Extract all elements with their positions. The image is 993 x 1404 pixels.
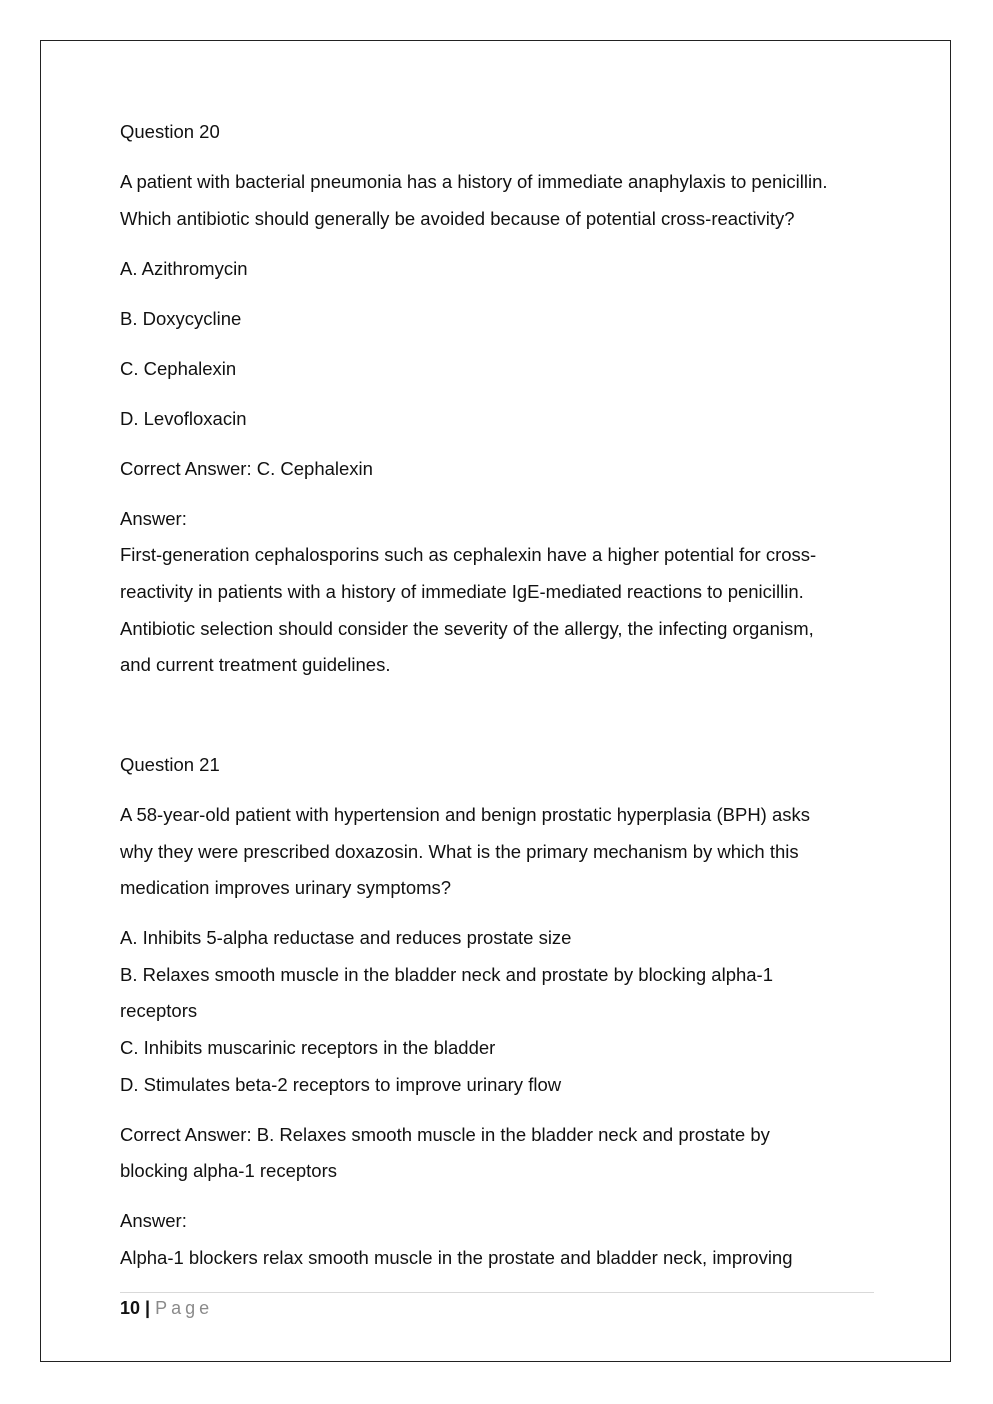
footer-separator: | — [145, 1298, 151, 1318]
question-20-option-a: A. Azithromycin — [120, 258, 248, 279]
question-20-stem-line: Which antibiotic should generally be avoided because of potential cross-reactivity? — [120, 208, 795, 229]
question-21-option-c: C. Inhibits muscarinic receptors in the bladder — [120, 1037, 496, 1058]
question-21-stem-line: A 58-year-old patient with hypertension and benign prostatic hyperplasia (BPH) asks — [120, 804, 811, 825]
question-20-stem-line: A patient with bacterial pneumonia has a history of immediate anaphylaxis to penicillin. — [120, 171, 828, 192]
question-20-correct-answer: Correct Answer: C. Cephalexin — [120, 458, 373, 479]
footer-divider — [120, 1292, 874, 1293]
question-20-option-b: B. Doxycycline — [120, 308, 242, 329]
question-21-answer-label: Answer: — [120, 1210, 187, 1231]
question-21-option-d: D. Stimulates beta-2 receptors to improve urinary flow — [120, 1074, 562, 1095]
question-21-correct-answer-continued: blocking alpha-1 receptors — [120, 1160, 337, 1181]
page-footer — [120, 1297, 213, 1319]
question-21-stem-line: medication improves urinary symptoms? — [120, 877, 452, 898]
question-20-explanation-line: and current treatment guidelines. — [120, 654, 391, 675]
question-21-stem-line: why they were prescribed doxazosin. What is the primary mechanism by which this — [120, 841, 799, 862]
question-20-heading: Question 20 — [120, 121, 220, 142]
question-20-option-c: C. Cephalexin — [120, 358, 237, 379]
question-21-heading: Question 21 — [120, 754, 220, 775]
question-21-correct-answer: Correct Answer: B. Relaxes smooth muscle in the bladder neck and prostate by — [120, 1124, 770, 1145]
question-21-option-a: A. Inhibits 5-alpha reductase and reduces prostate size — [120, 927, 572, 948]
question-20-explanation-line: reactivity in patients with a history of immediate IgE-mediated reactions to penicillin. — [120, 581, 804, 602]
question-20-option-d: D. Levofloxacin — [120, 408, 247, 429]
question-21-explanation-line: Alpha-1 blockers relax smooth muscle in the prostate and bladder neck, improving — [120, 1247, 793, 1268]
question-20-answer-label: Answer: — [120, 508, 187, 529]
question-21-option-b-continued: receptors — [120, 1000, 198, 1021]
question-20-explanation-line: First-generation cephalosporins such as cephalexin have a higher potential for cross- — [120, 544, 817, 565]
page-word: Page — [155, 1298, 214, 1318]
question-21-option-b: B. Relaxes smooth muscle in the bladder neck and prostate by blocking alpha-1 — [120, 964, 774, 985]
question-20-explanation-line: Antibiotic selection should consider the severity of the allergy, the infecting organism, — [120, 618, 814, 639]
page-number: 10 — [120, 1298, 141, 1318]
